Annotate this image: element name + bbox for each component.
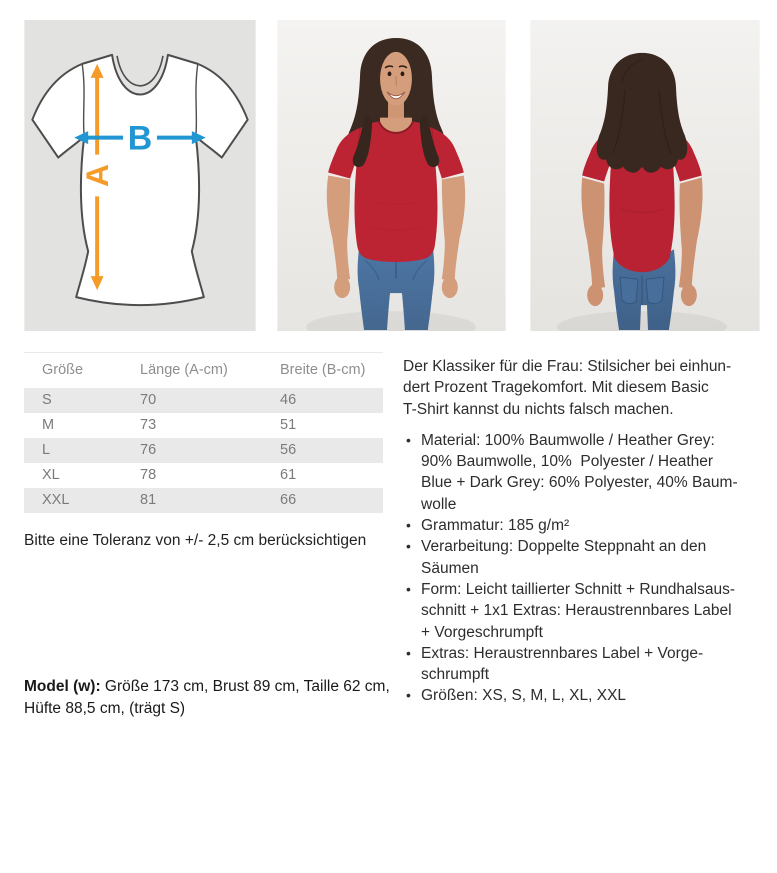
right-eye (401, 72, 405, 77)
model-photo-front (277, 20, 506, 331)
cell-length: 81 (140, 492, 157, 508)
tolerance-note: Bitte eine Toleranz von +/- 2,5 cm berücksichtigen (24, 532, 367, 549)
left-hand (587, 284, 603, 306)
right-hand (442, 276, 458, 298)
header-laenge: Länge (A-cm) (140, 353, 280, 388)
table-row (24, 438, 383, 463)
jeans-back-pocket-left (620, 277, 638, 304)
feature-line: • Größen: XS, S, M, L, XL, XXL (421, 687, 627, 705)
cell-length: 70 (140, 392, 157, 408)
cell-width: 56 (280, 442, 297, 458)
cell-width: 61 (280, 467, 297, 483)
feature-item-verarbeitung (403, 536, 777, 579)
feature-item-form (403, 579, 777, 643)
feature-item-extras (403, 643, 777, 686)
cell-width: 66 (280, 492, 297, 508)
model-details: Größe 173 cm, Brust 89 cm, Taille 62 cm, Hüfte 88,5 cm, (trägt S) (24, 678, 390, 717)
feature-line: + Vorgeschrumpft (421, 623, 543, 641)
cell-size: XXL (42, 492, 70, 508)
model-measurements (24, 676, 392, 720)
table-row (24, 413, 383, 438)
cell-size: XL (42, 467, 60, 483)
model-back-illustration (530, 20, 760, 331)
description-line: T-Shirt kannst du nichts falsch machen. (403, 400, 674, 418)
feature-line: schnitt + 1x1 Extras: Heraustrennbares Label (421, 602, 732, 620)
cell-length: 76 (140, 442, 157, 458)
description-line: Der Klassiker für die Frau: Stilsicher bei einhun- (403, 358, 732, 375)
cell-width: 51 (280, 417, 297, 433)
width-label: B (127, 119, 153, 158)
model-label: Model (w): (24, 678, 101, 695)
feature-line: Säumen (421, 559, 479, 577)
feature-line: wolle (421, 495, 457, 513)
table-row (24, 488, 383, 513)
left-hand (334, 276, 350, 298)
feature-line: • Verarbeitung: Doppelte Steppnaht an den (421, 538, 707, 556)
feature-line: 90% Baumwolle, 10% Polyester / Heather (421, 453, 714, 471)
cell-size: L (42, 442, 51, 458)
header-breite: Breite (B-cm) (280, 353, 383, 388)
cell-size: M (42, 417, 55, 433)
feature-item-grammatur (403, 515, 777, 536)
feature-line: Blue + Dark Grey: 60% Polyester, 40% Baum- (421, 474, 738, 492)
size-table-header-row (24, 353, 383, 388)
left-eye (388, 72, 392, 77)
feature-line: • Material: 100% Baumwolle / Heather Grey: (421, 431, 715, 449)
description-intro (403, 356, 777, 420)
feature-list (403, 430, 777, 707)
product-description (403, 356, 777, 707)
size-diagram-svg (24, 20, 256, 331)
right-hand (681, 284, 697, 306)
feature-item-material (403, 430, 777, 515)
model-front-illustration (277, 20, 506, 331)
feature-line: • Extras: Heraustrennbares Label + Vorge- (421, 644, 704, 662)
length-label: A (79, 163, 116, 188)
size-table (24, 352, 383, 513)
header-groesse: Größe (24, 353, 140, 388)
feature-item-groessen (403, 685, 777, 706)
cell-width: 46 (280, 392, 297, 408)
description-line: dert Prozent Tragekomfort. Mit diesem Basic (403, 379, 709, 397)
table-row (24, 388, 383, 413)
jeans-back-pocket-right (646, 277, 664, 304)
model-photo-back (530, 20, 760, 331)
cell-length: 73 (140, 417, 157, 433)
size-diagram-image (24, 20, 256, 331)
cell-length: 78 (140, 467, 157, 483)
feature-line: schrumpft (421, 666, 490, 684)
cell-size: S (42, 392, 52, 408)
table-row (24, 463, 383, 488)
feature-line: • Grammatur: 185 g/m² (421, 517, 570, 535)
feature-line: • Form: Leicht taillierter Schnitt + Rundhalsaus- (421, 580, 736, 598)
